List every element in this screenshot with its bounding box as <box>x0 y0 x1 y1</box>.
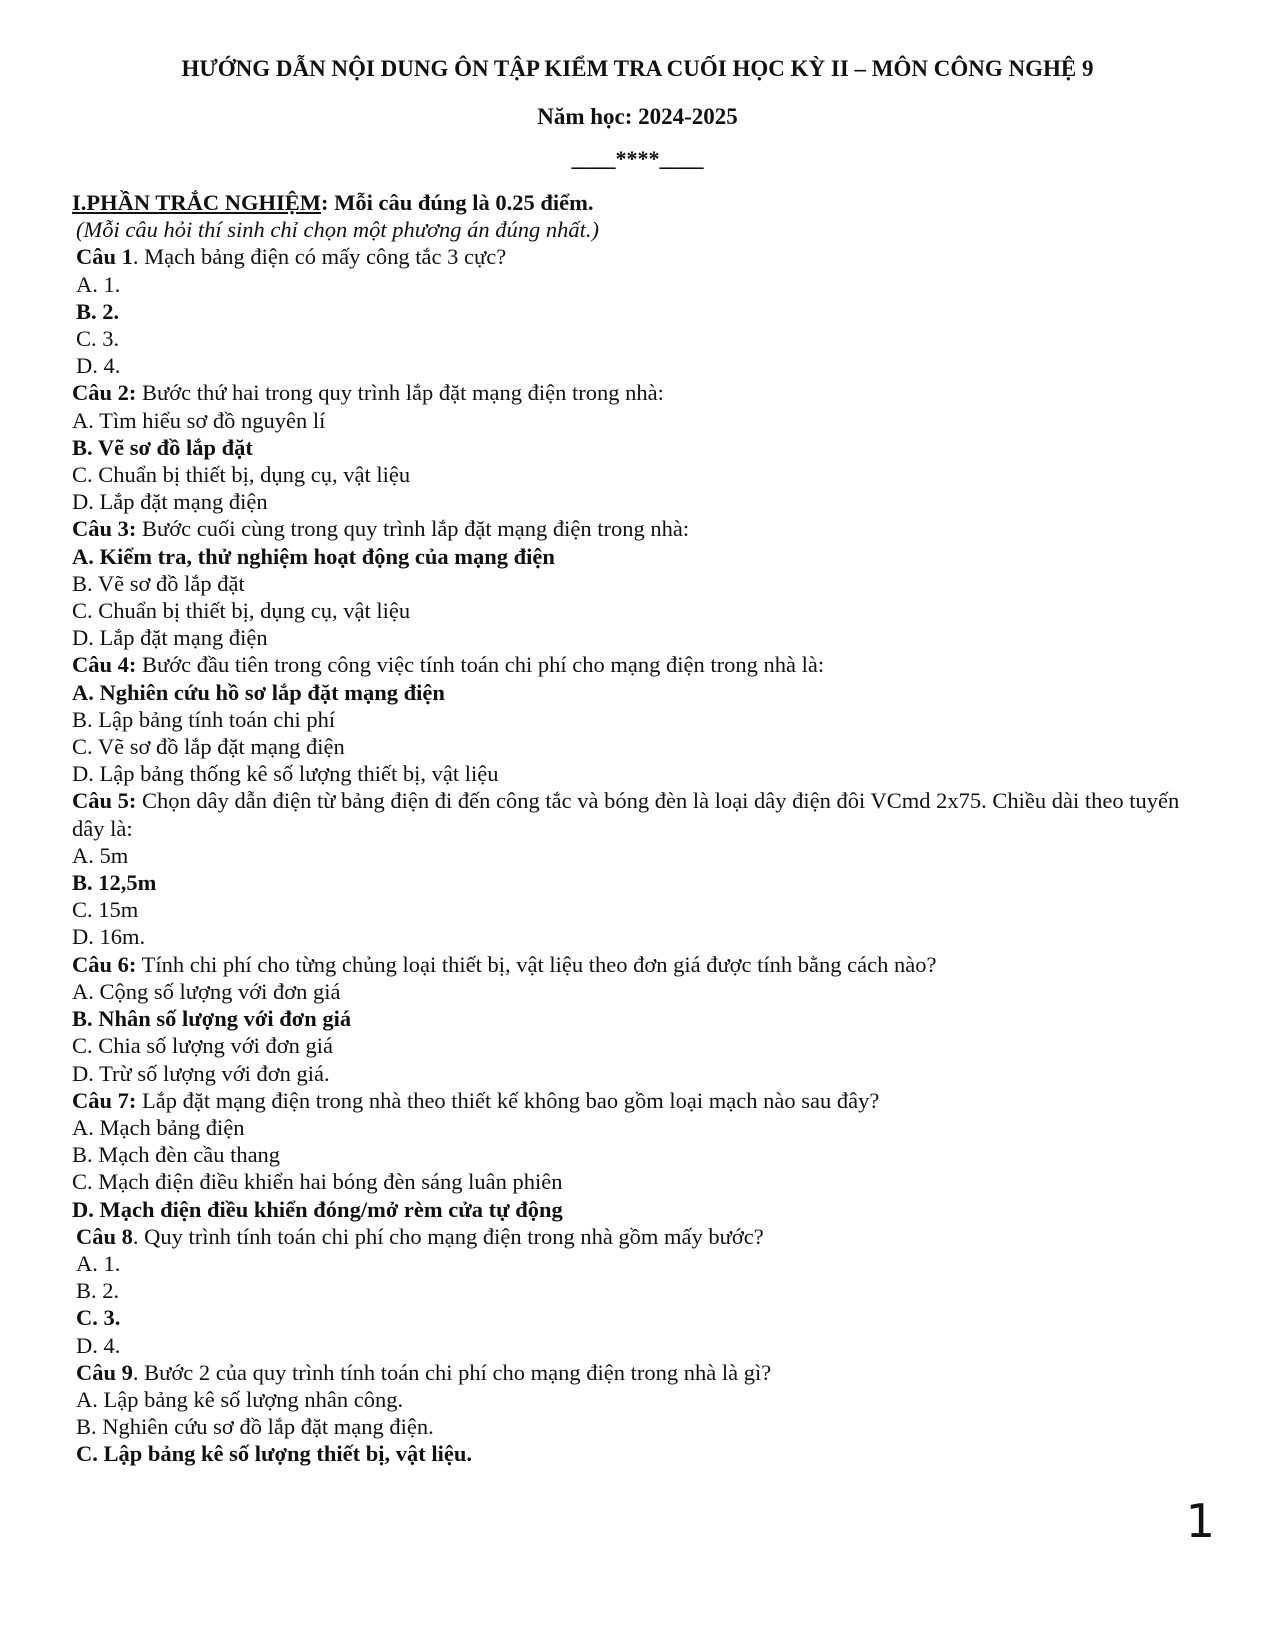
option-5c: C. 15m <box>72 897 139 923</box>
option-9c-correct: C. Lập bảng kê số lượng thiết bị, vật liệu. <box>76 1441 473 1467</box>
question-label: Câu 6: <box>72 951 137 977</box>
question-label: Câu 4: <box>72 652 137 678</box>
option-4a-correct: A. Nghiên cứu hồ sơ lắp đặt mạng điện <box>72 679 445 705</box>
question-text: . Bước 2 của quy trình tính toán chi phí cho mạng điện trong nhà là gì? <box>132 1359 772 1385</box>
question-7 <box>72 1087 1212 1114</box>
question-5 <box>72 787 1212 841</box>
question-text: Chọn dây dẫn điện từ bảng điện đi đến công tắc và bóng đèn là loại dây điện đôi VCmd 2x75. Chiều dài theo tuyến dây là: <box>72 788 1180 841</box>
option-9b: B. Nghiên cứu sơ đồ lắp đặt mạng điện. <box>76 1414 434 1440</box>
document-body <box>72 189 1212 1468</box>
question-label: Câu 9 <box>76 1359 133 1385</box>
option-8d: D. 4. <box>76 1332 121 1358</box>
section-heading <box>72 189 1212 216</box>
option-8c-correct: C. 3. <box>76 1305 121 1331</box>
option-6d: D. Trừ số lượng với đơn giá. <box>72 1060 330 1086</box>
question-text: Bước thứ hai trong quy trình lắp đặt mạng điện trong nhà: <box>136 380 664 406</box>
option-6c: C. Chia số lượng với đơn giá <box>72 1033 334 1059</box>
question-text: Bước cuối cùng trong quy trình lắp đặt mạng điện trong nhà: <box>136 516 690 542</box>
option-8b: B. 2. <box>76 1278 120 1304</box>
option-6a: A. Cộng số lượng với đơn giá <box>72 978 341 1004</box>
question-2 <box>72 379 1212 406</box>
option-4d: D. Lập bảng thống kê số lượng thiết bị, vật liệu <box>72 761 499 787</box>
question-4 <box>72 651 1212 678</box>
option-2a: A. Tìm hiểu sơ đồ nguyên lí <box>72 407 326 433</box>
option-7a: A. Mạch bảng điện <box>72 1114 245 1140</box>
question-label: Câu 7: <box>72 1087 137 1113</box>
question-text: . Mạch bảng điện có mấy công tắc 3 cực? <box>132 244 507 270</box>
question-8 <box>72 1223 1212 1250</box>
option-6b-correct: B. Nhân số lượng với đơn giá <box>72 1006 352 1032</box>
question-1 <box>72 243 1212 270</box>
option-1a: A. 1. <box>76 271 121 297</box>
document-title: HƯỚNG DẪN NỘI DUNG ÔN TẬP KIỂM TRA CUỐI HỌC KỲ II – MÔN CÔNG NGHỆ 9 <box>181 56 1094 81</box>
option-2b-correct: B. Vẽ sơ đồ lắp đặt <box>72 434 253 460</box>
question-6 <box>72 951 1212 978</box>
option-3a-correct: A. Kiểm tra, thử nghiệm hoạt động của mạng điện <box>72 543 555 569</box>
option-1d: D. 4. <box>76 353 121 379</box>
separator: ____****____ <box>571 146 704 171</box>
question-label: Câu 2: <box>72 380 137 406</box>
school-year: Năm học: 2024-2025 <box>537 104 738 129</box>
option-4c: C. Vẽ sơ đồ lắp đặt mạng điện <box>72 734 345 760</box>
section-note: (Mỗi câu hỏi thí sinh chỉ chọn một phương án đúng nhất.) <box>76 217 599 243</box>
option-7d-correct: D. Mạch điện điều khiển đóng/mở rèm cửa tự động <box>72 1196 563 1222</box>
option-3b: B. Vẽ sơ đồ lắp đặt <box>72 570 245 596</box>
question-label: Câu 1 <box>76 244 133 270</box>
option-5d: D. 16m. <box>72 924 146 950</box>
question-3 <box>72 515 1212 542</box>
option-5b-correct: B. 12,5m <box>72 870 157 896</box>
option-3c: C. Chuẩn bị thiết bị, dụng cụ, vật liệu <box>72 598 411 624</box>
question-label: Câu 5: <box>72 788 137 814</box>
section-heading-title: I.PHẦN TRẮC NGHIỆM <box>72 190 321 215</box>
option-1c: C. 3. <box>76 326 120 352</box>
page-number: 1 <box>1185 1494 1215 1548</box>
option-5a: A. 5m <box>72 842 129 868</box>
option-4b: B. Lập bảng tính toán chi phí <box>72 706 336 732</box>
option-2d: D. Lắp đặt mạng điện <box>72 489 268 515</box>
question-label: Câu 3: <box>72 516 137 542</box>
option-1b-correct: B. 2. <box>76 298 120 324</box>
question-text: Bước đầu tiên trong công việc tính toán chi phí cho mạng điện trong nhà là: <box>136 652 825 678</box>
question-text: . Quy trình tính toán chi phí cho mạng điện trong nhà gồm mấy bước? <box>132 1223 764 1249</box>
question-9 <box>72 1359 1212 1386</box>
option-7b: B. Mạch đèn cầu thang <box>72 1142 281 1168</box>
section-heading-points: : Mỗi câu đúng là 0.25 điểm. <box>320 190 594 215</box>
option-3d: D. Lắp đặt mạng điện <box>72 625 268 651</box>
question-text: Lắp đặt mạng điện trong nhà theo thiết kế không bao gồm loại mạch nào sau đây? <box>136 1087 880 1113</box>
option-9a: A. Lập bảng kê số lượng nhân công. <box>76 1386 404 1412</box>
question-text: Tính chi phí cho từng chủng loại thiết bị, vật liệu theo đơn giá được tính bằng cách nào? <box>136 951 937 977</box>
question-label: Câu 8 <box>76 1223 133 1249</box>
option-7c: C. Mạch điện điều khiển hai bóng đèn sáng luân phiên <box>72 1169 563 1195</box>
option-8a: A. 1. <box>76 1250 121 1276</box>
option-2c: C. Chuẩn bị thiết bị, dụng cụ, vật liệu <box>72 462 411 488</box>
